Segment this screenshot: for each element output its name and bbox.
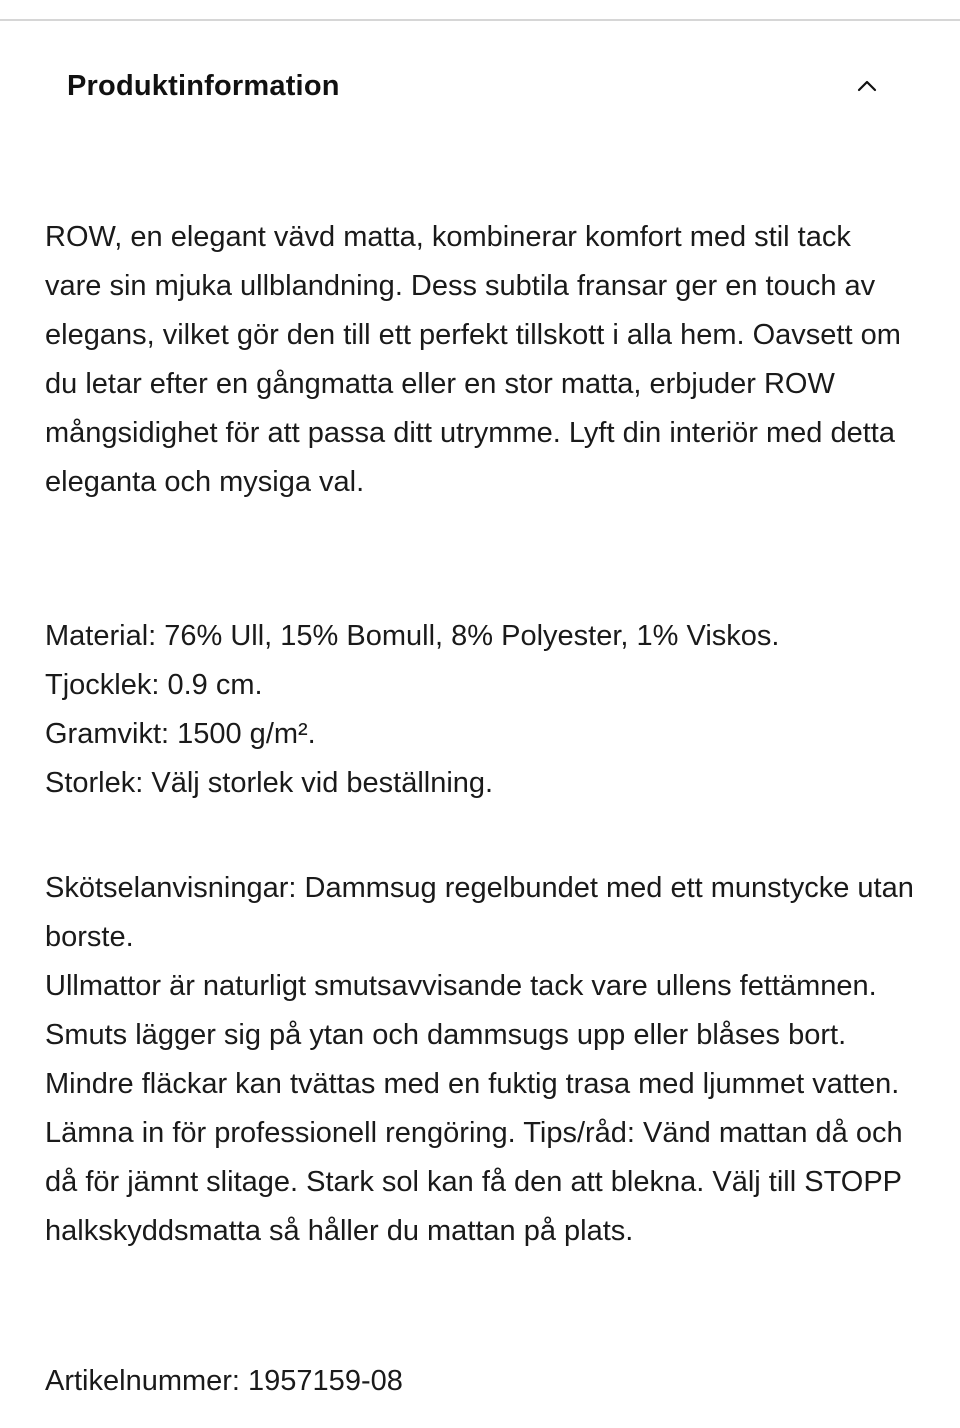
- accordion-title: Produktinformation: [67, 70, 340, 102]
- product-description: ROW, en elegant vävd matta, kombinerar komfort med stil tack vare sin mjuka ullblandning. Dess subtila fransar ger en touch av elegans, vilket gör den till ett perfekt tillskott i alla hem. Oavsett om du letar efter en gångmatta eller en stor matta, erbjuder ROW mångsidighet för att passa ditt utrymme. Lyft din interiör med detta eleganta och mysiga val.: [45, 221, 901, 498]
- care-instructions-text: Skötselanvisningar: Dammsug regelbundet med ett munstycke utan borste.: [45, 872, 914, 953]
- spec-size: Storlek: Välj storlek vid beställning.: [45, 767, 494, 799]
- care-details-text: Ullmattor är naturligt smutsavvisande tack vare ullens fettämnen. Smuts lägger sig på ytan och dammsugs upp eller blåses bort. Mindre fläckar kan tvättas med en fuktig trasa med ljummet vatten. Lämna in för professionell rengöring. Tips/råd: Vänd mattan då och då för jämnt slitage. Stark sol kan få den att blekna. Välj till STOPP halkskyddsmatta så håller du mattan på plats.: [45, 970, 903, 1247]
- spec-thickness: Tjocklek: 0.9 cm.: [45, 669, 263, 701]
- care-instructions: [45, 864, 915, 1256]
- chevron-up-icon[interactable]: [851, 76, 883, 96]
- article-number: Artikelnummer: 1957159-08: [45, 1365, 403, 1397]
- spec-material: Material: 76% Ull, 15% Bomull, 8% Polyester, 1% Viskos.: [45, 620, 780, 652]
- product-info-accordion-header[interactable]: [0, 50, 960, 126]
- product-specs: [45, 612, 915, 808]
- product-info-content: [45, 213, 915, 1256]
- top-divider: [0, 19, 960, 21]
- spec-weight: Gramvikt: 1500 g/m².: [45, 718, 316, 750]
